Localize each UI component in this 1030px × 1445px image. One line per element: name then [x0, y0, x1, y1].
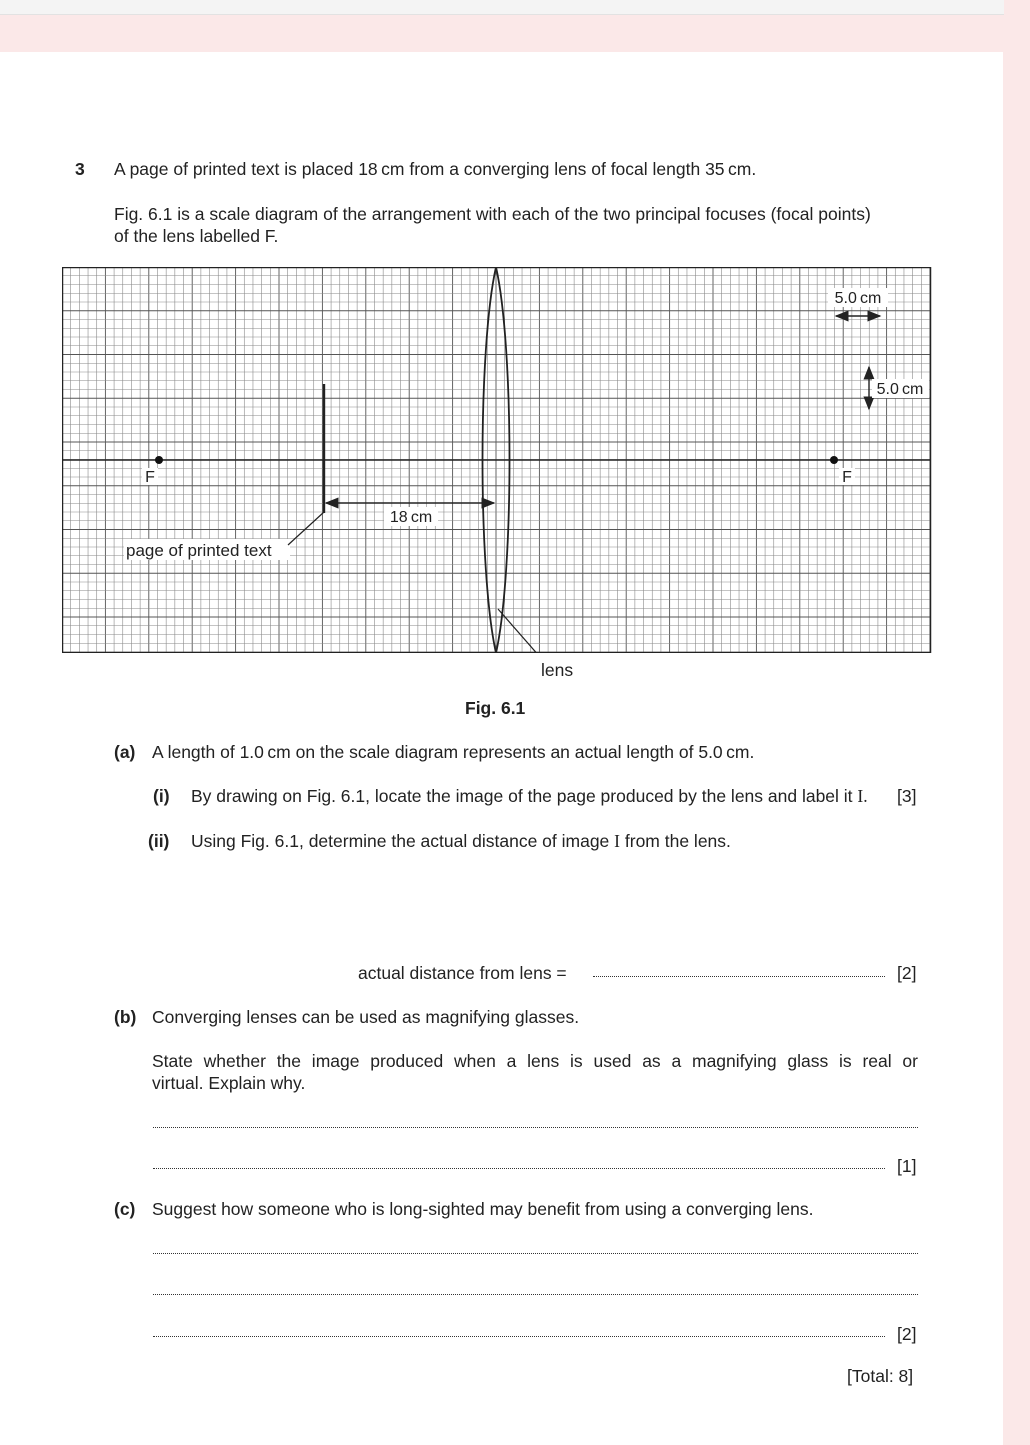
scale-vertical-label: 5.0 cm: [876, 381, 924, 398]
answer-line-c2[interactable]: [153, 1294, 918, 1295]
focal-point-right: [830, 456, 838, 464]
part-b-text: Converging lenses can be used as magnifying glasses.: [152, 1007, 580, 1027]
part-a-i-text-row: [191, 785, 868, 807]
part-a-i-marks: [3]: [897, 786, 917, 806]
focus-right-label: F: [842, 469, 852, 486]
part-b-marks: [1]: [897, 1156, 917, 1176]
answer-line-distance[interactable]: [593, 976, 885, 977]
part-b-question-line1: State whether the image produced when a lens is used as a magnifying glass is real or: [152, 1051, 918, 1071]
part-a-ii-symbol: I: [614, 831, 620, 851]
total-marks: [Total: 8]: [847, 1366, 914, 1386]
part-a-ii-marks: [2]: [897, 963, 917, 983]
question-stem-1: A page of printed text is placed 18 cm from a converging lens of focal length 35 cm.: [114, 159, 757, 179]
distance-label: 18 cm: [389, 509, 433, 526]
question-stem-2a: Fig. 6.1 is a scale diagram of the arrangement with each of the two principal focuses (focal points): [114, 204, 871, 224]
lens-label: lens: [541, 660, 574, 680]
scale-diagram[interactable]: [62, 267, 932, 653]
focal-point-left: [155, 456, 163, 464]
object-label: page of printed text: [126, 541, 272, 560]
viewer-top-bar: [0, 0, 1004, 15]
part-b-label: (b): [114, 1007, 137, 1027]
part-a-ii-label: (ii): [148, 831, 170, 851]
answer-line-b1[interactable]: [153, 1127, 918, 1128]
answer-line-c3[interactable]: [153, 1336, 885, 1337]
part-c-label: (c): [114, 1199, 136, 1219]
part-c-text: Suggest how someone who is long-sighted may benefit from using a converging lens.: [152, 1199, 814, 1219]
part-a-text: A length of 1.0 cm on the scale diagram represents an actual length of 5.0 cm.: [152, 742, 755, 762]
part-a-i-label: (i): [153, 786, 170, 806]
part-a-ii-text-row: [191, 830, 731, 852]
answer-line-b2[interactable]: [153, 1168, 885, 1169]
answer-prompt: actual distance from lens =: [358, 963, 567, 983]
question-number: 3: [75, 159, 85, 179]
part-a-ii-text-a: Using Fig. 6.1, determine the actual distance of image: [191, 831, 610, 851]
part-a-i-symbol: I.: [857, 786, 868, 806]
part-a-ii-text-b: from the lens.: [624, 831, 731, 851]
part-b-question-line2: virtual. Explain why.: [152, 1073, 306, 1093]
part-a-label: (a): [114, 742, 136, 762]
figure-caption: Fig. 6.1: [465, 698, 526, 718]
answer-line-c1[interactable]: [153, 1253, 918, 1254]
part-a-i-text: By drawing on Fig. 6.1, locate the image of the page produced by the lens and label it: [191, 786, 853, 806]
question-stem-2b: of the lens labelled F.: [114, 226, 279, 246]
focus-left-label: F: [145, 469, 155, 486]
part-c-marks: [2]: [897, 1324, 917, 1344]
scale-horizontal-label: 5.0 cm: [834, 290, 882, 307]
